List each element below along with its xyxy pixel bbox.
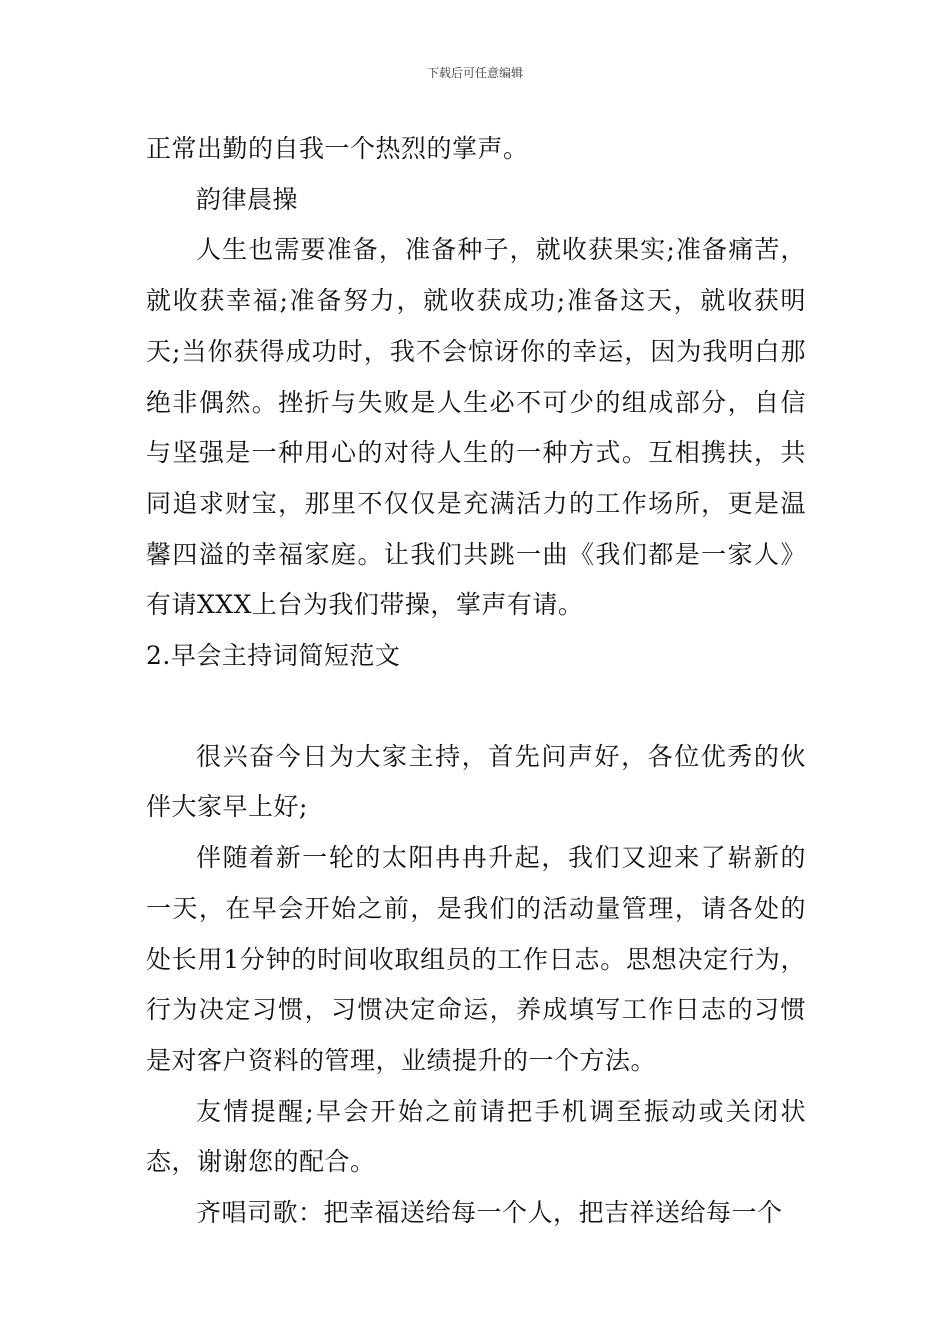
paragraph-applause: 正常出勤的自我一个热烈的掌声。 bbox=[146, 134, 529, 163]
paragraph-greeting: 很兴奋今日为大家主持，首先问声好，各位优秀的伙伴大家早上好; bbox=[146, 741, 806, 822]
document-body bbox=[146, 124, 806, 1239]
paragraph-phone-reminder: 友情提醒;早会开始之前请把手机调至振动或关闭状态，谢谢您的配合。 bbox=[146, 1096, 806, 1177]
paragraph-company-song: 齐唱司歌：把幸福送给每一个人，把吉祥送给每一个 bbox=[196, 1198, 783, 1228]
page-header: 下载后可任意编辑 bbox=[426, 66, 523, 80]
paragraph-life-preparation: 人生也需要准备，准备种子，就收获果实;准备痛苦，就收获幸福;准备努力，就收获成功;准备这天，就收获明天;当你获得成功时，我不会惊讶你的幸运，因为我明白那绝非偶然。挫折与失败是人生必不可少的组成部分，自信与坚强是一种用心的对待人生的一种方式。互相携扶，共同追求财宝，那里不仅仅是充满活力的工作场所，更是温馨四溢的幸福家庭。让我们共跳一曲《我们都是一家人》有请XXX上台为我们带操，掌声有请。 bbox=[146, 235, 806, 620]
section-heading: 2.早会主持词简短范文 bbox=[146, 641, 401, 671]
blank-line bbox=[146, 682, 806, 732]
paragraph-work-log: 伴随着新一轮的太阳冉冉升起，我们又迎来了崭新的一天，在早会开始之前，是我们的活动量管理，请各处的处长用1分钟的时间收取组员的工作日志。思想决定行为，行为决定习惯，习惯决定命运，养成填写工作日志的习惯是对客户资料的管理，业绩提升的一个方法。 bbox=[146, 843, 806, 1075]
paragraph-morning-exercise-title: 韵律晨操 bbox=[196, 184, 299, 214]
